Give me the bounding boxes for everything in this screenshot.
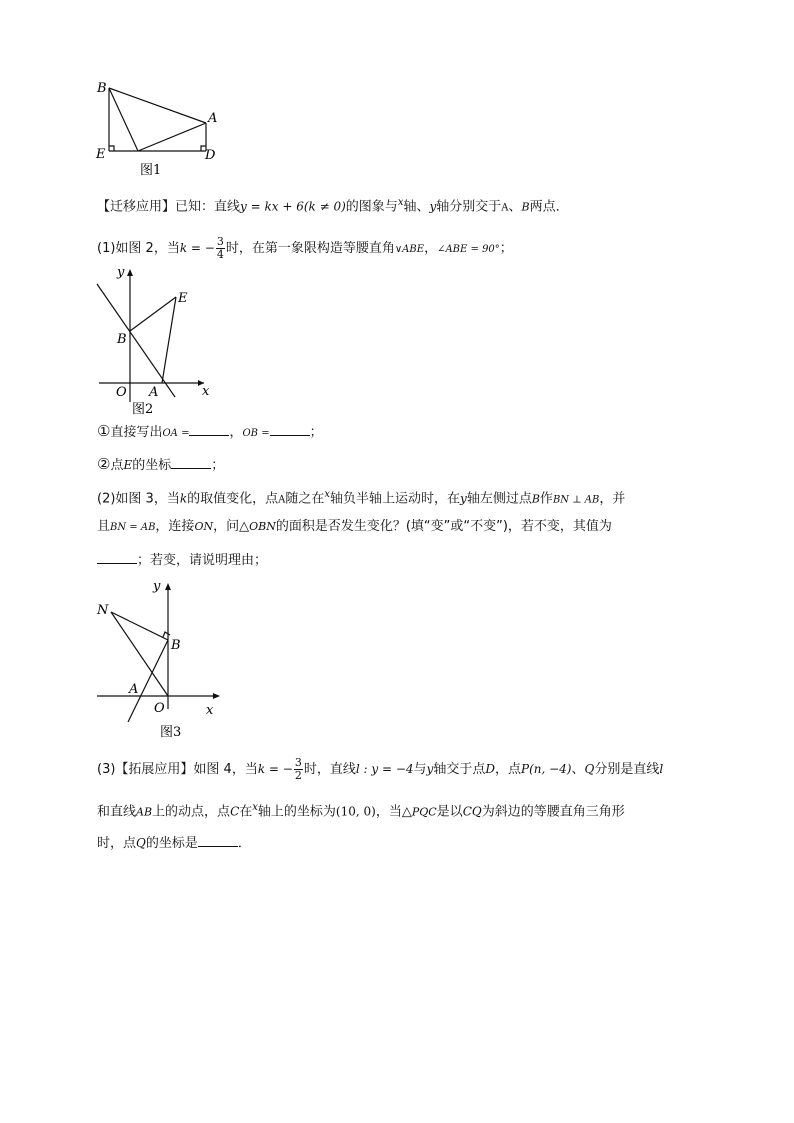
answer-blank-area[interactable]	[97, 551, 137, 564]
figure-3	[92, 574, 227, 742]
fig2-label-o: O	[116, 385, 127, 400]
question-2-line-1: (2)如图 3，当k的取值变化，点A随之在$^x$轴负半轴上运动时，在y轴左侧过点B作BN ⊥ AB，并	[97, 489, 626, 507]
fig2-label-x: x	[202, 384, 210, 399]
fig3-label-b: B	[171, 638, 181, 653]
question-3-line-1: (3)【拓展应用】如图 4，当k = − $\frac{3}{2}$ 时，直线l : y = −4与y轴交于点D，点P(n, −4)、Q分别是直线l	[97, 756, 664, 782]
question-1-sub-1: ①直接写出OA = ，OB = ；	[97, 422, 323, 440]
line-equation: y = kx + 6	[240, 199, 304, 214]
question-1-line: (1)如图 2，当k = − $\frac{3}{4}$ 时，在第一象限构造等腰直角∨ABE，∠ABE = 90°；	[97, 235, 513, 261]
figure-1	[92, 78, 222, 178]
intro-line: 【迁移应用】已知：直线y = kx + 6(k ≠ 0)的图象与$^x$轴、y轴分别交于A、B两点．	[97, 197, 569, 215]
fig3-label-n: N	[97, 603, 109, 618]
fig2-caption: 图2	[132, 402, 154, 417]
answer-blank-ob[interactable]	[270, 423, 310, 436]
fig2-label-a: A	[149, 385, 159, 400]
fig1-label-b: B	[97, 81, 107, 96]
figure-2	[92, 262, 222, 417]
answer-blank-q[interactable]	[198, 834, 238, 847]
fig3-label-a: A	[129, 682, 139, 697]
question-3-line-3: 时，点Q的坐标是 ．	[97, 836, 251, 851]
fig2-label-e: E	[178, 291, 188, 306]
fraction-3-4: $\frac{3}{4}$	[216, 235, 224, 261]
fig2-label-y: y	[117, 265, 125, 280]
fig3-label-x: x	[206, 703, 214, 718]
fig3-label-o: O	[154, 701, 165, 716]
question-2-line-3: ；若变，请说明理由；	[97, 551, 267, 570]
fraction-3-2: $\frac{3}{2}$	[294, 756, 302, 782]
question-3-line-2: 和直线AB上的动点，点C在$^x$轴上的坐标为(10, 0)，当△PQC是以CQ为斜边的等腰直角三角形	[97, 802, 625, 820]
fig2-label-b: B	[117, 332, 127, 347]
fig1-caption: 图1	[140, 163, 162, 178]
answer-blank-e[interactable]	[171, 456, 211, 469]
fig1-label-e: E	[96, 147, 106, 162]
question-2-line-2: 且BN = AB，连接ON，问△OBN的面积是否发生变化？(填“变”或“不变”)，若不变，其值为	[97, 519, 612, 534]
fig1-label-a: A	[208, 111, 218, 126]
fig3-label-y: y	[153, 579, 161, 594]
fig1-label-d: D	[205, 148, 216, 163]
question-1-sub-2: ②点E的坐标 ；	[97, 455, 225, 473]
fig3-caption: 图3	[160, 725, 182, 740]
answer-blank-oa[interactable]	[189, 423, 229, 436]
